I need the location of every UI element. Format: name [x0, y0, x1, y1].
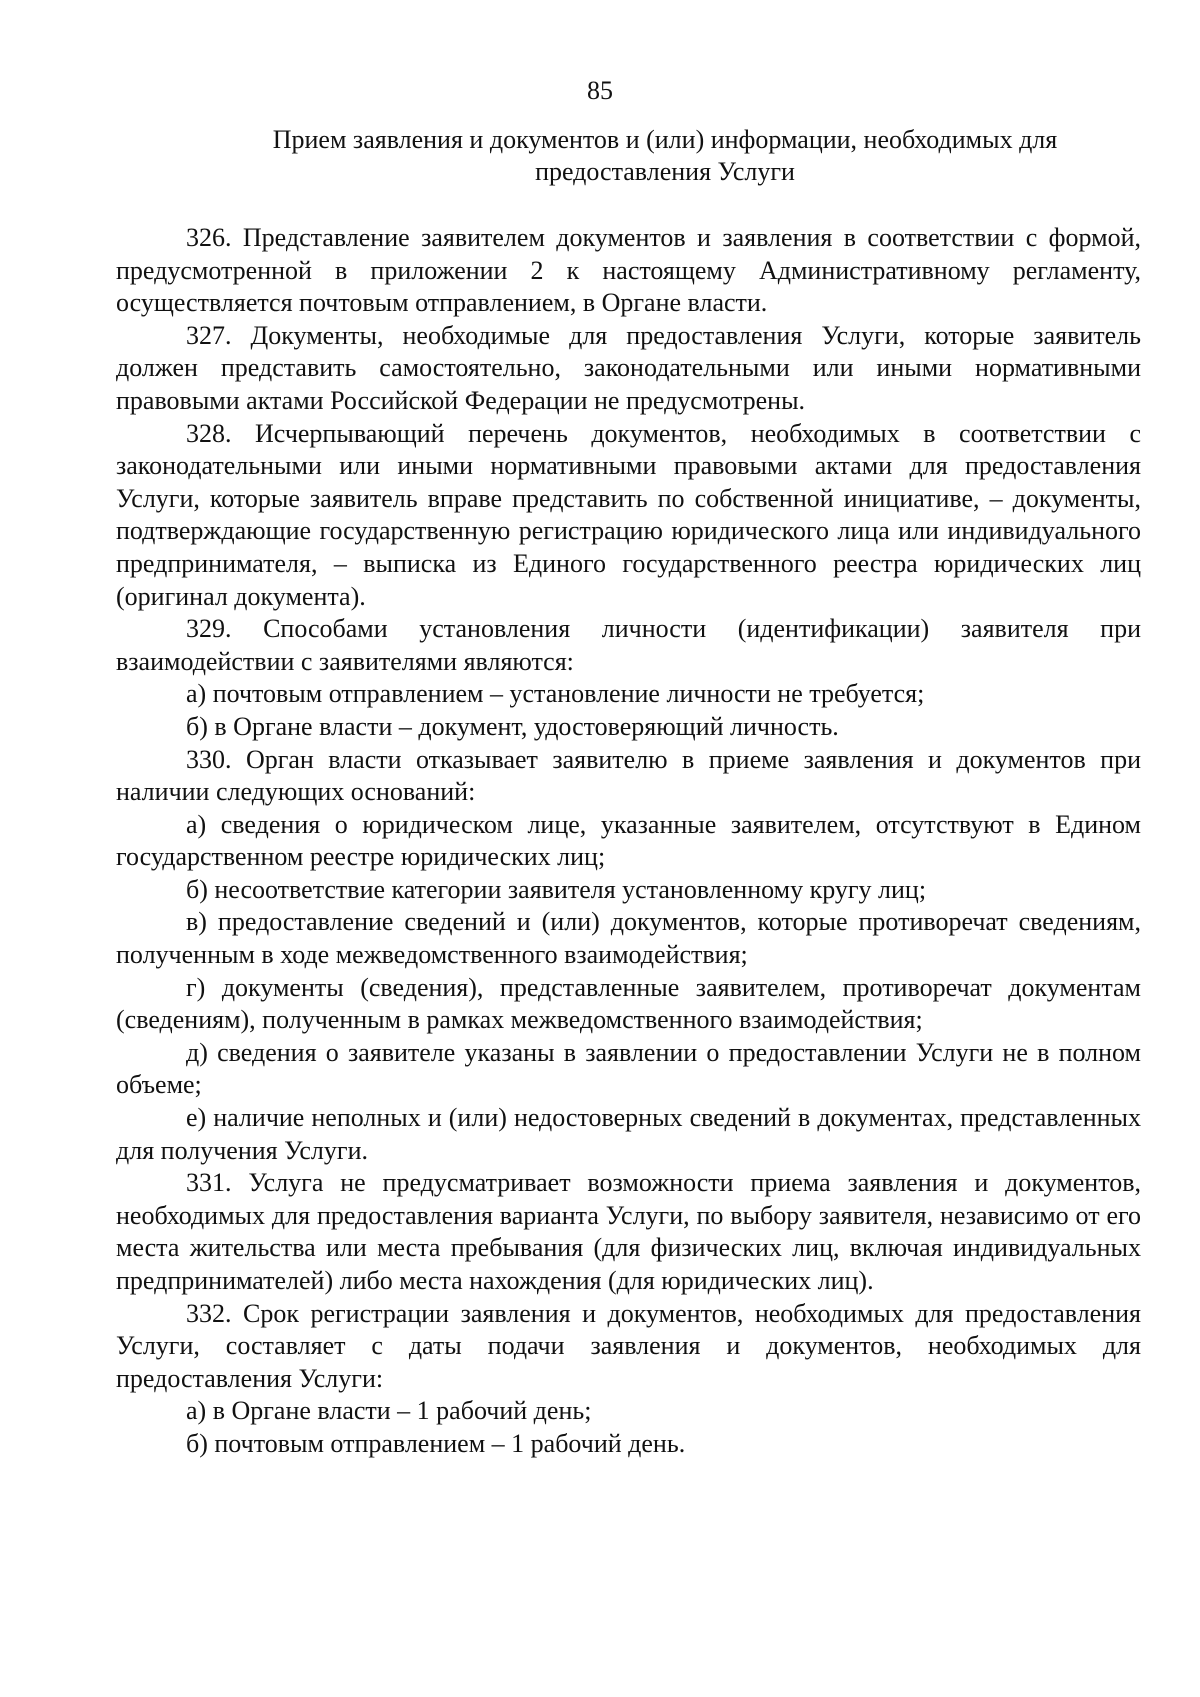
list-item-330-e: е) наличие неполных и (или) недостоверных сведений в документах, представленных для получения Услуги. [116, 1103, 1141, 1165]
list-item-329-a: а) почтовым отправлением – установление личности не требуется; [186, 679, 925, 709]
paragraph-330: 330. Орган власти отказывает заявителю в приеме заявления и документов при наличии следующих оснований: [116, 744, 1141, 807]
paragraph-332: 332. Срок регистрации заявления и документов, необходимых для предоставления Услуги, составляет с даты подачи заявления и документов, необходимых для предоставления Услуги: [116, 1298, 1141, 1393]
section-title: Прием заявления и документов и (или) информации, необходимых для предоставления Услуги [272, 125, 1058, 186]
list-item-330-g: г) документы (сведения), представленные заявителем, противоречат документам (сведениям), полученным в рамках межведомственного взаимодействия; [116, 972, 1141, 1035]
paragraph-329: 329. Способами установления личности (идентификации) заявителя при взаимодействии с заявителями являются: [116, 614, 1141, 676]
list-item-329-b: б) в Органе власти – документ, удостоверяющий личность. [186, 711, 839, 741]
document-body [116, 222, 1141, 1461]
list-item-332-a: а) в Органе власти – 1 рабочий день; [186, 1396, 592, 1426]
paragraph-328: 328. Исчерпывающий перечень документов, необходимых в соответствии с законодательными или иными нормативными правовыми актами для предоставления Услуги, которые заявитель вправе представить по собственной инициативе, – документы, подтверждающие государственную регистрацию юридического лица или индивидуального предпринимателя, – выписка из Единого государственного реестра юридических лиц (оригинал документа). [116, 418, 1141, 611]
page-number: 85 [587, 76, 613, 105]
paragraph-326: 326. Представление заявителем документов и заявления в соответствии с формой, предусмотренной в приложении 2 к настоящему Административному регламенту, осуществляется почтовым отправлением, в Органе власти. [116, 223, 1141, 318]
list-item-330-v: в) предоставление сведений и (или) документов, которые противоречат сведениям, полученным в ходе межведомственного взаимодействия; [116, 907, 1141, 970]
list-item-330-a: а) сведения о юридическом лице, указанные заявителем, отсутствуют в Едином государственном реестре юридических лиц; [116, 809, 1141, 872]
paragraph-327: 327. Документы, необходимые для предоставления Услуги, которые заявитель должен представить самостоятельно, законодательными или иными нормативными правовыми актами Российской Федерации не предусмотрены. [116, 320, 1141, 415]
paragraph-331: 331. Услуга не предусматривает возможности приема заявления и документов, необходимых для предоставления варианта Услуги, по выбору заявителя, независимо от его места жительства или места пребывания (для физических лиц, включая индивидуальных предпринимателей) либо места нахождения (для юридических лиц). [116, 1168, 1141, 1295]
list-item-332-b: б) почтовым отправлением – 1 рабочий день. [186, 1428, 686, 1458]
list-item-330-d: д) сведения о заявителе указаны в заявлении о предоставлении Услуги не в полном объеме; [116, 1037, 1141, 1100]
list-item-330-b: б) несоответствие категории заявителя установленному кругу лиц; [186, 874, 927, 904]
